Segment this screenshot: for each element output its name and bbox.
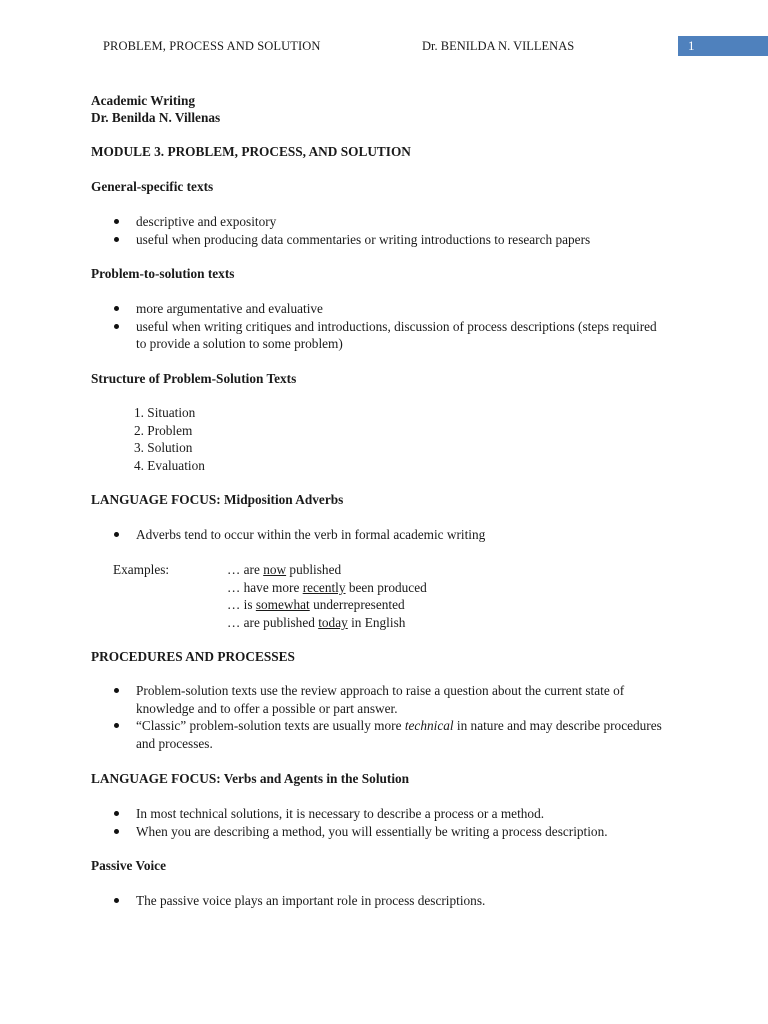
author-name: Dr. Benilda N. Villenas xyxy=(91,110,221,125)
general-specific-list xyxy=(91,213,691,248)
section-heading-midposition-adverbs: LANGUAGE FOCUS: Midposition Adverbs xyxy=(91,492,344,507)
list-item: useful when writing critiques and introductions, discussion of process descriptions (steps required to provide a solution to some problem) xyxy=(91,318,661,353)
module-title: MODULE 3. PROBLEM, PROCESS, AND SOLUTION xyxy=(91,144,411,159)
examples-list xyxy=(227,561,427,632)
page-number: 1 xyxy=(688,38,695,53)
list-item: 1. Situation xyxy=(134,405,196,420)
list-item: 4. Evaluation xyxy=(134,458,205,474)
section-heading-structure: Structure of Problem-Solution Texts xyxy=(91,371,297,386)
list-item: more argumentative and evaluative xyxy=(91,300,661,318)
section-heading-problem-to-solution: Problem-to-solution texts xyxy=(91,266,235,281)
list-item: “Classic” problem-solution texts are usually more technical in nature and may describe procedures and processes. xyxy=(91,717,676,752)
section-heading-general-specific: General-specific texts xyxy=(91,179,214,194)
example-line: … is somewhat underrepresented xyxy=(227,597,405,613)
example-adverb: somewhat xyxy=(255,597,310,613)
structure-list xyxy=(134,404,205,475)
example-adverb: today xyxy=(318,615,348,631)
list-item: useful when producing data commentaries or writing introductions to research papers xyxy=(91,231,691,249)
list-item: 2. Problem xyxy=(134,422,193,438)
header-author: Dr. BENILDA N. VILLENAS xyxy=(422,39,575,53)
examples-label: Examples: xyxy=(113,562,170,577)
example-line: … have more recently been produced xyxy=(227,579,427,595)
list-item: 3. Solution xyxy=(134,440,193,456)
procedures-list xyxy=(91,682,676,753)
verbs-agents-list xyxy=(91,805,691,840)
list-item: Adverbs tend to occur within the verb in formal academic writing xyxy=(91,526,691,544)
example-adverb: now xyxy=(263,562,287,577)
course-title: Academic Writing xyxy=(91,93,196,108)
list-item: In most technical solutions, it is necessary to describe a process or a method. xyxy=(91,805,691,823)
adverbs-list xyxy=(91,526,691,544)
section-heading-passive-voice: Passive Voice xyxy=(91,858,166,873)
problem-to-solution-list xyxy=(91,300,661,353)
emphasis-technical: technical xyxy=(404,718,454,734)
example-line: … are published today in English xyxy=(227,615,406,631)
list-item: Problem-solution texts use the review approach to raise a question about the current state of knowledge and to offer a possible or part answer. xyxy=(91,682,676,717)
section-heading-procedures: PROCEDURES AND PROCESSES xyxy=(91,649,295,664)
header-title: PROBLEM, PROCESS AND SOLUTION xyxy=(103,39,321,53)
passive-voice-list xyxy=(91,892,691,910)
page-number-box xyxy=(678,36,768,56)
section-heading-verbs-agents: LANGUAGE FOCUS: Verbs and Agents in the Solution xyxy=(91,771,410,786)
list-item: The passive voice plays an important role in process descriptions. xyxy=(91,892,691,910)
example-adverb: recently xyxy=(302,579,346,595)
list-item: When you are describing a method, you will essentially be writing a process description. xyxy=(91,823,691,841)
example-line: … are now published xyxy=(227,562,342,577)
list-item: descriptive and expository xyxy=(91,213,691,231)
